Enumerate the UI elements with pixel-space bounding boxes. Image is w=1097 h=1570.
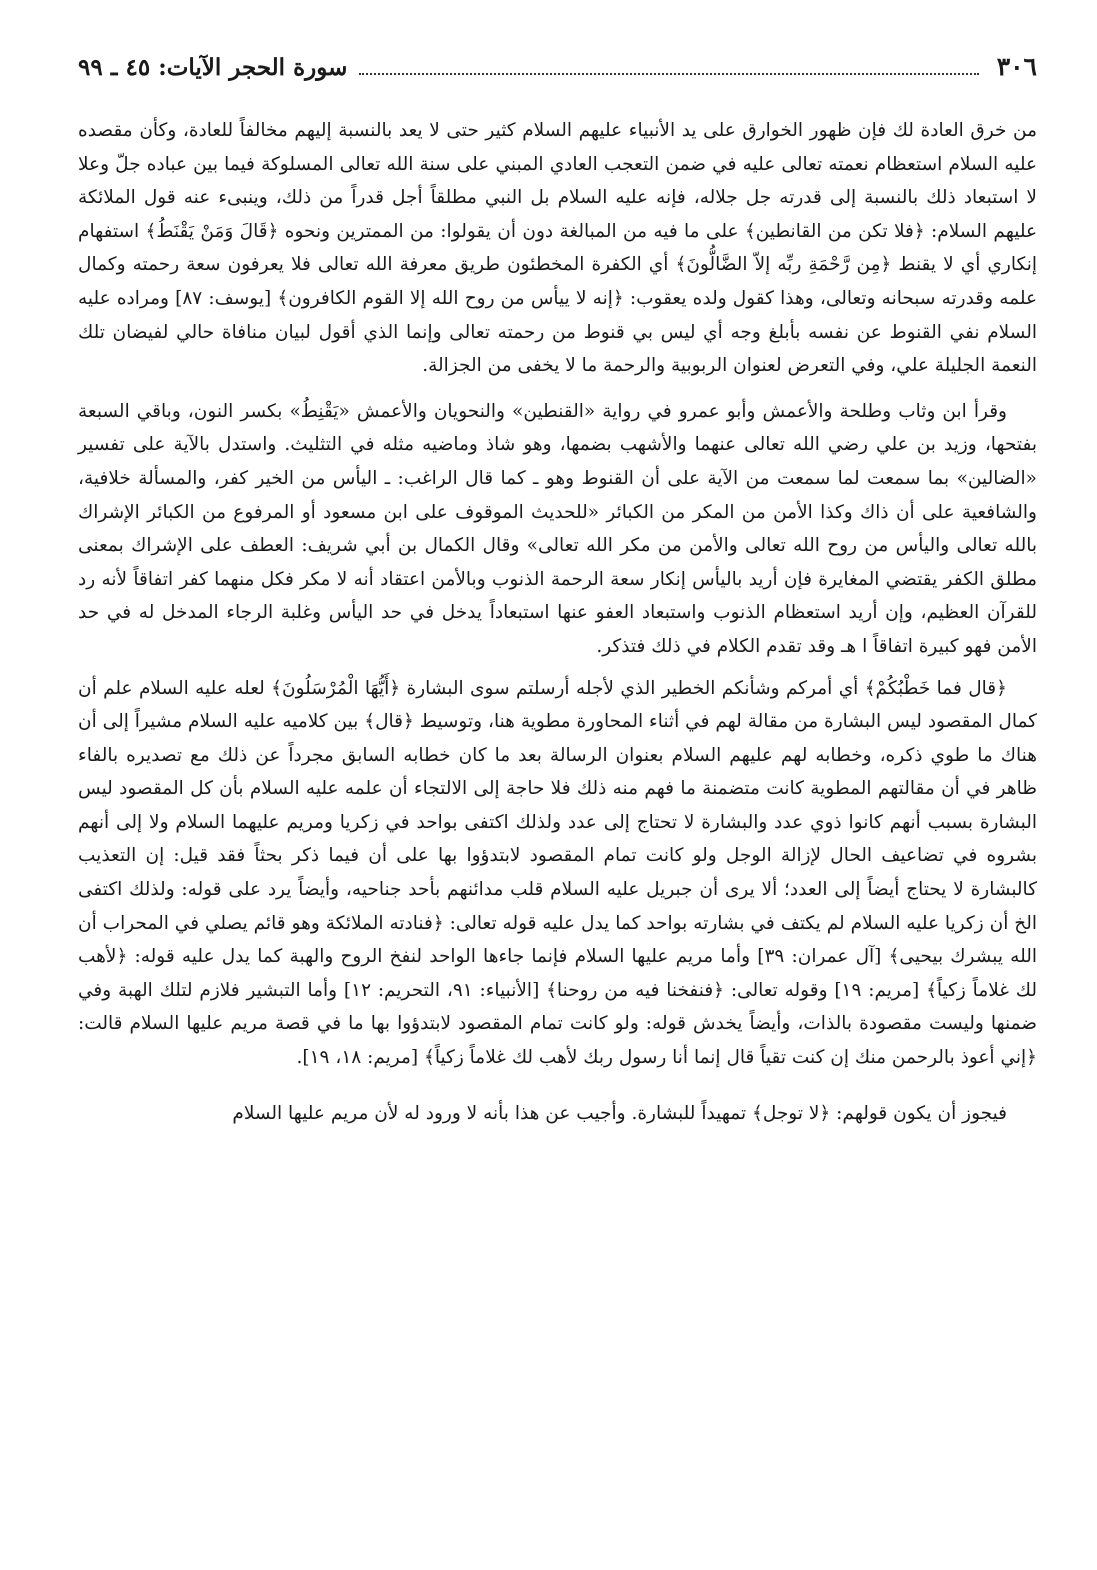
paragraph-4: فيجوز أن يكون قولهم: ﴿لا توجل﴾ تمهيداً للبشارة. وأجيب عن هذا بأنه لا ورود له لأن مريم عليها السلام <box>232 1102 1007 1124</box>
document-page <box>78 52 1037 1130</box>
paragraph-3: ﴿قال فما خَطْبُكُمْ﴾ أي أمركم وشأنكم الخطير الذي لأجله أرسلتم سوى البشارة ﴿أَيُّهَا الْمُرْسَلُونَ﴾ لعله عليه السلام علم أن كمال المقصود ليس البشارة من مقالة لهم في أثناء المحاورة مطوية هنا، وتوسيط ﴿قال﴾ بين كلاميه عليه السلام مشيراً إلى أن هناك ما طوي ذكره، وخطابه لهم عليهم السلام بعنوان الرسالة بعد ما كان خطابه السابق مجرداً عن ذلك مع تصديره بالفاء ظاهر في أن مقالتهم المطوية كانت متضمنة ما فهم منه ذلك فلا حاجة إلى الالتجاء أن علمه عليه السلام بأن كل المقصود ليس البشارة بسبب أنهم كانوا ذوي عدد والبشارة لا تحتاج إلى عدد ولذلك اكتفى بواحد في زكريا ومريم عليهما السلام ولا إلى أنهم بشروه في تضاعيف الحال لإزالة الوجل ولو كانت تمام المقصود لابتدؤوا بها على أن فيما ذكر بحثاً فقد قيل: إن التعذيب كالبشارة لا يحتاج أيضاً إلى العدد؛ ألا يرى أن جبريل عليه السلام قلب مدائنهم بأحد جناحيه، وأيضاً يرد على قوله: ولذلك اكتفى الخ أن زكريا عليه السلام لم يكتف في بشارته بواحد كما يدل عليه قوله تعالى: ﴿فنادته الملائكة وهو قائم يصلي في المحراب أن الله يبشرك بيحيى﴾ [آل عمران: ٣٩] وأما مريم عليها السلام فإنما جاءها الواحد لنفخ الروح والهبة كما يدل عليه قوله: ﴿لأهب لك غلاماً زكياً﴾ [مريم: ١٩] وقوله تعالى: ﴿فنفخنا فيه من روحنا﴾ [الأنبياء: ٩١، التحريم: ١٢] وأما التبشير فلازم لتلك الهبة وفي ضمنها وليست مقصودة بالذات، وأيضاً يخدش قوله: ولو كانت تمام المقصود لابتدؤوا بها ما في قصة مريم عليها السلام قالت: ﴿إني أعوذ بالرحمن منك إن كنت تقياً قال إنما أنا رسول ربك لأهب لك غلاماً زكياً﴾ [مريم: ١٨، ١٩]. <box>78 677 1037 1069</box>
paragraph-2: وقرأ ابن وثاب وطلحة والأعمش وأبو عمرو في رواية «القنطين» والنحويان والأعمش «يَقْنِطُ» بكسر النون، وباقي السبعة بفتحها، وزيد بن علي رضي الله تعالى عنهما والأشهب بضمها، وهو شاذ وماضيه مثله في التثليث. واستدل بالآية على تفسير «الضالين» بما سمعت لما سمعت من الآية على أن القنوط وهو ـ كما قال الراغب: ـ اليأس من الخير كفر، والمسألة خلافية، والشافعية على أن ذاك وكذا الأمن من المكر من الكبائر «للحديث الموقوف على ابن مسعود أو المرفوع من الكبائر الإشراك بالله تعالى واليأس من روح الله تعالى والأمن من مكر الله تعالى» وقال الكمال بن أبي شريف: العطف على الإشراك بمعنى مطلق الكفر يقتضي المغايرة فإن أريد باليأس إنكار سعة الرحمة الذنوب وبالأمن اعتقاد أنه لا مكر فكل منهما كفر اتفاقاً لأنه رد للقرآن العظيم، وإن أريد استعظام الذنوب واستبعاد العفو عنها استبعاداً يدخل في حد اليأس وغلبة الرجاء المدخل له في حد الأمن فهو كبيرة اتفاقاً ا هـ وقد تقدم الكلام في ذلك فتذكر. <box>78 400 1037 657</box>
paragraph-1: من خرق العادة لك فإن ظهور الخوارق على يد الأنبياء عليهم السلام كثير حتى لا يعد بالنسبة إليهم مخالفاً للعادة، وكأن مقصده عليه السلام استعظام نعمته تعالى عليه في ضمن التعجب العادي المبني على سنة الله تعالى المسلوكة فيما بين عباده جلّ وعلا لا استبعاد ذلك بالنسبة إلى قدرته جل جلاله، فإنه عليه السلام بل النبي مطلقاً أجل قدراً من ذلك، وينبىء عنه قول الملائكة عليهم السلام: ﴿فلا تكن من القانطين﴾ على ما فيه من المبالغة دون أن يقولوا: من الممترين ونحوه ﴿قَالَ وَمَنْ يَقْنَطُ﴾ استفهام إنكاري أي لا يقنط ﴿مِن رَّحْمَةِ ربِّه إلاّ الضَّالُّونَ﴾ أي الكفرة المخطئون طريق معرفة الله تعالى فلا يعرفون سعة رحمته وكمال علمه وقدرته سبحانه وتعالى، وهذا كقول ولده يعقوب: ﴿إنه لا ييأس من روح الله إلا القوم الكافرون﴾ [يوسف: ٨٧] ومراده عليه السلام نفي القنوط عن نفسه بأبلغ وجه أي ليس بي قنوط من رحمته تعالى وإنما الذي أقول لبيان منافاة حالي لفيضان تلك النعمة الجليلة علي، وفي التعرض لعنوان الربوبية والرحمة ما لا يخفى من الجزالة. <box>78 120 1038 377</box>
surah-title: سورة الحجر الآيات: ٤٥ ـ ٩٩ <box>78 54 348 81</box>
header-dotted-leader <box>359 55 978 75</box>
page-header <box>78 52 1037 96</box>
page-number: ٣٠٦ <box>996 52 1037 81</box>
